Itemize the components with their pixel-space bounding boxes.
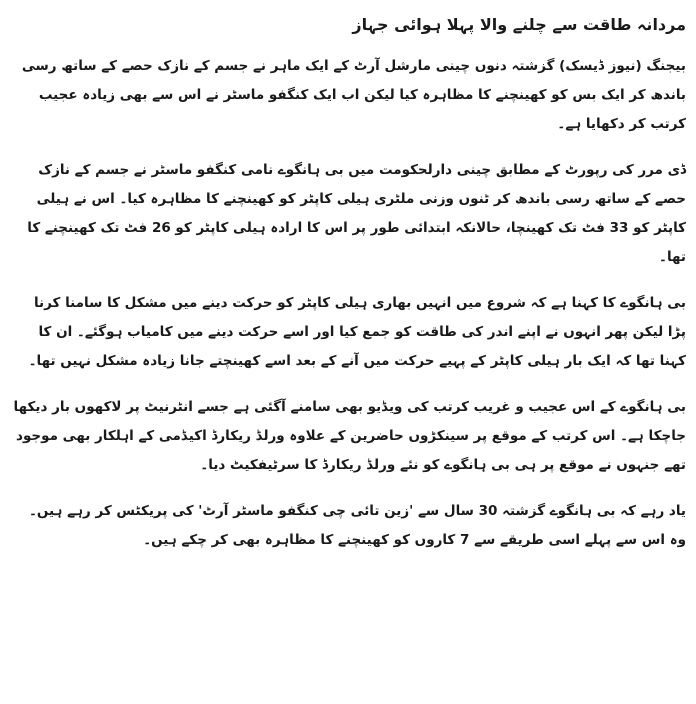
article-headline: مردانہ طاقت سے چلنے والا پہلا ہوائی جہاز	[352, 15, 686, 34]
article-paragraph-2: ڈی مرر کی رپورٹ کے مطابق چینی دارلحکومت میں بی ہانگوے نامی کنگفو ماسٹر نے جسم کے نازک حصے کے ساتھ رسی باندھ کر ٹنوں وزنی ملٹری ہیلی کاپٹر کو کھینچنے کا مظاہرہ کیا۔ اس نے ہیلی کاپٹر کو 33 فٹ تک کھینچا، حالانکہ ابتدائی طور پر اس کا ارادہ ہیلی کاپٹر کو 26 فٹ تک کھینچنے کا تھا۔	[27, 162, 686, 265]
article-paragraph-5: یاد رہے کہ بی ہانگوے گزشتہ 30 سال سے 'زین تائی چی کنگفو ماسٹر آرٹ' کی پریکٹس کر رہے ہیں۔ وہ اس سے پہلے اسی طریقے سے 7 کاروں کو کھینچنے کا مظاہرہ بھی کر چکے ہیں۔	[28, 503, 686, 548]
article-paragraph-3: بی ہانگوے کا کہنا ہے کہ شروع میں انہیں بھاری ہیلی کاپٹر کو حرکت دینے میں مشکل کا سامنا کرنا پڑا لیکن پھر انہوں نے اپنے اندر کی طاقت کو جمع کیا اور اسے حرکت دینے میں کامیاب ہوگئے۔ ان کا کہنا تھا کہ ایک بار ہیلی کاپٹر کے پہیے حرکت میں آنے کے بعد اسے کھینچتے جانا زیادہ مشکل نہیں تھا۔	[28, 295, 686, 369]
article-paragraph-1: بیجنگ (نیوز ڈیسک) گزشتہ دنوں چینی مارشل آرٹ کے ایک ماہر نے جسم کے نازک حصے کے ساتھ رسی باندھ کر ایک بس کو کھینچنے کا مظاہرہ کیا لیکن اب ایک کنگفو ماسٹر نے اس سے بھی زیادہ عجیب کرتب کر دکھایا ہے۔	[21, 58, 686, 132]
news-article	[0, 14, 696, 555]
article-paragraph-4: بی ہانگوے کے اس عجیب و غریب کرتب کی ویڈیو بھی سامنے آگئی ہے جسے انٹرنیٹ پر لاکھوں بار دیکھا جاچکا ہے۔ اس کرتب کے موقع پر سینکڑوں حاضرین کے علاوہ ورلڈ ریکارڈ اکیڈمی کے اہلکار بھی موجود تھے جنہوں نے موقع پر ہی بی ہانگوے کو نئے ورلڈ ریکارڈ کا سرٹیفکیٹ دیا۔	[13, 399, 686, 473]
